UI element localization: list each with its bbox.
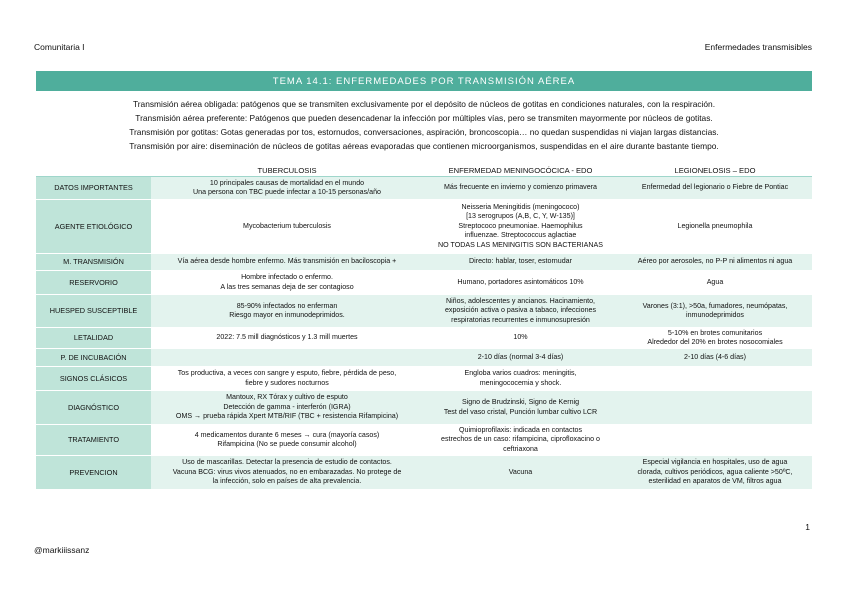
cell-line: 5-10% en brotes comunitarios	[667, 328, 763, 337]
cell-legionelosis	[618, 328, 812, 349]
cell-line: Signo de Brudzinski, Signo de Kernig	[461, 398, 580, 407]
cell-line: 2-10 días (4-6 días)	[684, 352, 746, 361]
definition-obligada: Transmisión aérea obligada: patógenos que se transmiten exclusivamente por el depósito de núcleos de gotitas en condiciones naturales, con la respiración.	[132, 99, 716, 109]
row-label: DIAGNÓSTICO	[36, 391, 151, 425]
cell-line: Quimioprofilaxis: indicada en contactos	[458, 425, 583, 434]
cell-legionelosis	[618, 271, 812, 295]
row-label: HUESPED SUSCEPTIBLE	[36, 295, 151, 328]
cell-line: OMS → prueba rápida Xpert MTB/RIF (TBC + resistencia Rifampicina)	[175, 412, 399, 421]
cell-line: fiebre y sudores nocturnos	[245, 378, 329, 387]
table-row-datos-importantes	[36, 177, 812, 200]
cell-meningococcica	[423, 425, 618, 456]
cell-line: Varones (3:1), >50a, fumadores, neumópatas,	[642, 301, 788, 310]
cell-line: 4 medicamentos durante 6 meses → cura (mayoría casos)	[194, 430, 380, 439]
cell-line: Streptococo pneumoniae. Haemophilus	[458, 221, 583, 230]
table-row-prevencion	[36, 456, 812, 490]
cell-legionelosis	[618, 367, 812, 391]
cell-meningococcica	[423, 200, 618, 254]
cell-legionelosis	[618, 349, 812, 367]
cell-line: Vacuna	[508, 467, 533, 476]
cell-tuberculosis	[151, 254, 423, 271]
table-row-transmision	[36, 254, 812, 271]
cell-line: Tos productiva, a veces con sangre y esputo, fiebre, pérdida de peso,	[177, 369, 397, 378]
cell-tuberculosis	[151, 349, 423, 367]
cell-meningococcica	[423, 271, 618, 295]
table-row-tratamiento	[36, 425, 812, 456]
page-title-text: TEMA 14.1: ENFERMEDADES POR TRANSMISIÓN AÉREA	[272, 75, 576, 87]
cell-line: Rifampicina (No se puede consumir alcohol)	[217, 440, 357, 448]
cell-line: respiratorias recurrentes e inmunosupresión	[451, 315, 590, 324]
cell-line: Humano, portadores asintomáticos 10%	[457, 277, 584, 286]
intro-definitions	[36, 97, 812, 153]
cell-line: NO TODAS LAS MENINGITIS SON BACTERIANAS	[438, 240, 603, 249]
cell-meningococcica	[423, 367, 618, 391]
cell-line: Mycobacterium tuberculosis	[243, 221, 331, 230]
cell-line: ceftriaxona	[503, 444, 538, 453]
cell-meningococcica	[423, 349, 618, 367]
cell-line: Una persona con TBC puede infectar a 10-15 personas/año	[193, 188, 381, 196]
table-row-huesped-susceptible	[36, 295, 812, 328]
row-label: LETALIDAD	[36, 328, 151, 349]
cell-line: clorada, cultivos periódicos, agua caliente >50ºC,	[637, 467, 793, 476]
cell-meningococcica	[423, 391, 618, 425]
row-label: P. DE INCUBACIÓN	[36, 349, 151, 367]
cell-legionelosis	[618, 425, 812, 456]
column-header-meningococcica: ENFERMEDAD MENINGOCÓCICA - EDO	[423, 165, 618, 177]
cell-line: Detección de gamma - interferón (IGRA)	[223, 402, 351, 411]
cell-legionelosis	[618, 456, 812, 490]
cell-line: Agua	[706, 277, 724, 286]
row-label: RESERVORIO	[36, 271, 151, 295]
cell-meningococcica	[423, 295, 618, 328]
page-title	[36, 71, 812, 91]
table-row-signos-clasicos	[36, 367, 812, 391]
definition-aire: Transmisión por aire: diseminación de núcleos de gotitas aéreas evaporadas que contienen microorganismos, suspendidas en el aire durante bastante tiempo.	[129, 141, 719, 151]
header-subject: Comunitaria I	[34, 42, 85, 52]
cell-line: Hombre infectado o enfermo.	[241, 273, 333, 282]
cell-line: 2022: 7.5 mill diagnósticos y 1.3 mill muertes	[216, 333, 358, 342]
cell-tuberculosis	[151, 391, 423, 425]
cell-legionelosis	[618, 200, 812, 254]
cell-line: la infección, solo en países de alta prevalencia.	[212, 477, 362, 486]
cell-line: 10%	[513, 333, 528, 342]
cell-tuberculosis	[151, 367, 423, 391]
cell-line: Especial vigilancia en hospitales, uso de agua	[642, 458, 788, 467]
cell-line: Neisseria Meningitidis (meningococo)	[461, 202, 580, 211]
cell-meningococcica	[423, 328, 618, 349]
cell-tuberculosis	[151, 200, 423, 254]
column-header-blank	[36, 165, 151, 177]
cell-line: Niños, adolescentes y ancianos. Hacinamiento,	[445, 296, 596, 305]
cell-line: Alrededor del 20% en brotes nosocomiales	[647, 338, 783, 346]
cell-line: estrechos de un caso: rifampicina, ciprofloxacino o	[441, 435, 600, 444]
cell-line: Enfermedad del legionario o Fiebre de Pontiac	[641, 183, 789, 192]
cell-line: Riesgo mayor en inmunodeprimidos.	[229, 311, 345, 319]
row-label: PREVENCION	[36, 456, 151, 490]
table-row-letalidad	[36, 328, 812, 349]
cell-line: Mantoux, RX Tórax y cultivo de esputo	[226, 393, 348, 402]
cell-line: Vacuna BCG: virus vivos atenuados, no en embarazadas. No protege de	[172, 467, 402, 476]
cell-line: meningococemia y shock.	[479, 378, 562, 387]
cell-tuberculosis	[151, 295, 423, 328]
cell-line: Uso de mascarillas. Detectar la presencia de estudio de contactos.	[182, 458, 392, 467]
cell-line: Vía aérea desde hombre enfermo. Más transmisión en baciloscopia +	[177, 257, 397, 266]
cell-tuberculosis	[151, 271, 423, 295]
definition-gotitas: Transmisión por gotitas: Gotas generadas por tos, estornudos, conversaciones, aspiración, broncoscopia… no quedan suspendidas ni viajan largas distancias.	[129, 127, 719, 137]
table-row-diagnostico	[36, 391, 812, 425]
cell-line: Aéreo por aerosoles, no P-P ni alimentos ni agua	[637, 257, 793, 266]
cell-line: Legionella pneumophila	[677, 221, 753, 230]
definition-preferente: Transmisión aérea preferente: Patógenos que pueden desencadenar la infección por múltiples vías, pero se transmiten mayormente por núcleos de gotitas.	[135, 113, 713, 123]
column-header-legionelosis: LEGIONELOSIS – EDO	[618, 165, 812, 177]
cell-line: 10 principales causas de mortalidad en el mundo	[209, 178, 365, 187]
table-header-row	[36, 165, 812, 177]
page-number: 1	[805, 522, 810, 532]
header-topic: Enfermedades transmisibles	[704, 42, 812, 52]
cell-legionelosis	[618, 177, 812, 200]
cell-line: 2-10 días (normal 3-4 días)	[477, 352, 564, 361]
cell-line: 85-90% infectados no enferman	[236, 301, 338, 310]
row-label: TRATAMIENTO	[36, 425, 151, 456]
cell-line: influenzae. Streptococcus aglactiae	[464, 231, 577, 240]
cell-meningococcica	[423, 456, 618, 490]
cell-line: A las tres semanas deja de ser contagioso	[220, 282, 354, 291]
cell-line: Directo: hablar, toser, estornudar	[469, 257, 572, 266]
row-label: SIGNOS CLÁSICOS	[36, 367, 151, 391]
author-handle: @markiiissanz	[34, 545, 90, 555]
cell-line: Test del vaso cristal, Punción lumbar cultivo LCR	[443, 407, 598, 416]
cell-line: Más frecuente en invierno y comienzo primavera	[444, 183, 597, 192]
cell-legionelosis	[618, 391, 812, 425]
row-label: M. TRANSMISIÓN	[36, 254, 151, 271]
cell-meningococcica	[423, 254, 618, 271]
cell-line: [13 serogrupos (A,B, C, Y, W-135)]	[466, 212, 575, 221]
cell-tuberculosis	[151, 177, 423, 200]
cell-tuberculosis	[151, 425, 423, 456]
table-row-reservorio	[36, 271, 812, 295]
cell-meningococcica	[423, 177, 618, 200]
column-header-tuberculosis: TUBERCULOSIS	[151, 165, 423, 177]
row-label: DATOS IMPORTANTES	[36, 177, 151, 200]
cell-tuberculosis	[151, 328, 423, 349]
cell-legionelosis	[618, 295, 812, 328]
cell-line: exposición activa o pasiva a tabaco, infecciones	[444, 306, 597, 315]
cell-tuberculosis	[151, 456, 423, 490]
cell-legionelosis	[618, 254, 812, 271]
table-row-incubacion	[36, 349, 812, 367]
cell-line: inmunodeprimidos	[686, 311, 744, 319]
table-row-agente-etiologico	[36, 200, 812, 254]
row-label: AGENTE ETIOLÓGICO	[36, 200, 151, 254]
disease-comparison-table	[36, 165, 812, 490]
cell-line: Engloba varios cuadros: meningitis,	[464, 369, 577, 378]
cell-line: esterilidad en aparatos de VM, filtros agua	[648, 477, 782, 486]
